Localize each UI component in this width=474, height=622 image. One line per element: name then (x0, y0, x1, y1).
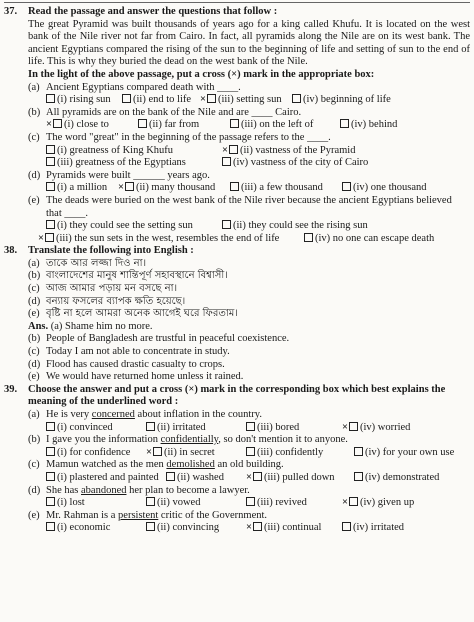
checkbox-icon (45, 233, 54, 242)
checkbox-icon (246, 447, 255, 456)
checkbox-icon (349, 422, 358, 431)
option[interactable]: (iii) on the left of (230, 119, 340, 132)
option[interactable]: (i) plastered and painted (46, 472, 166, 485)
top-border (4, 2, 470, 5)
option[interactable]: (iv) beginning of life (292, 94, 391, 107)
options-b (46, 447, 470, 460)
checkbox-icon (146, 497, 155, 506)
option[interactable]: × (ii) in secret (146, 446, 215, 458)
option[interactable]: × (i) close to (46, 119, 109, 131)
option[interactable]: (iv) for your own use (354, 447, 454, 460)
item-b: (b) I gave you the information confidentially, so don't mention it to anyone. (28, 434, 348, 446)
item-e: (e) The deads were buried on the west bank of the Nile river because the ancient Egyptians believed that ____. (28, 194, 452, 219)
checkbox-icon (354, 472, 363, 481)
item-d: (d) Pyramids were built ______ years ago. (28, 169, 210, 181)
option[interactable]: (iv) vastness of the city of Cairo (222, 157, 368, 170)
options-e (46, 220, 470, 233)
option[interactable]: × (iv) given up (342, 497, 415, 509)
option[interactable]: (i) they could see the setting sun (46, 220, 222, 233)
question-number: 39. (4, 383, 18, 395)
checkbox-icon (342, 522, 351, 531)
checkbox-icon (46, 94, 55, 103)
option[interactable]: (iv) no one can escape death (304, 233, 434, 246)
cross-mark-icon: × (222, 144, 228, 156)
checkbox-icon (253, 522, 262, 531)
checkbox-icon (53, 119, 62, 128)
bangla-a: (a) তাকে আর লজ্জা দিও না। (28, 257, 147, 269)
option[interactable]: (i) economic (46, 522, 146, 535)
option[interactable]: (iii) bored (246, 422, 342, 435)
checkbox-icon (246, 497, 255, 506)
option[interactable]: (ii) convincing (146, 522, 246, 535)
instruction: In the light of the above passage, put a cross (×) mark in the appropriate box: (28, 68, 375, 80)
question-39 (4, 384, 470, 535)
answer-c: (c) Today I am not able to concentrate in study. (28, 346, 230, 358)
item-a: (a) He is very concerned about inflation in the country. (28, 409, 262, 420)
item-c: (c) The word "great" in the beginning of the passage refers to the ____. (28, 131, 331, 143)
question-title: Choose the answer and put a cross (×) mark in the corresponding box which best explains the meaning of the underlined word : (28, 383, 446, 408)
cross-mark-icon: × (146, 446, 152, 458)
checkbox-icon (46, 497, 55, 506)
checkbox-icon (46, 422, 55, 431)
answer-b: (b) People of Bangladesh are trustful in peaceful coexistence. (28, 333, 290, 345)
checkbox-icon (166, 472, 175, 481)
option[interactable]: (iii) revived (246, 497, 342, 510)
checkbox-icon (354, 447, 363, 456)
option[interactable]: × (iii) setting sun (200, 94, 282, 106)
cross-mark-icon: × (342, 497, 348, 509)
checkbox-icon (340, 119, 349, 128)
checkbox-icon (229, 145, 238, 154)
option[interactable]: × (ii) many thousand (118, 182, 216, 194)
item-a: (a) Ancient Egyptians compared death with ____. (28, 81, 241, 93)
option[interactable]: (i) a million (46, 182, 118, 195)
option[interactable]: (ii) they could see the rising sun (222, 220, 368, 233)
option[interactable]: (i) rising sun (46, 94, 122, 107)
question-number: 37. (4, 6, 18, 17)
checkbox-icon (125, 182, 134, 191)
checkbox-icon (153, 447, 162, 456)
option[interactable]: × (iii) the sun sets in the west, resembles the end of life (38, 232, 280, 244)
option[interactable]: × (iii) continual (246, 522, 322, 534)
options-d (46, 182, 470, 195)
checkbox-icon (46, 447, 55, 456)
question-37 (4, 6, 470, 245)
answer-d: (d) Flood has caused drastic casualty to crops. (28, 358, 225, 370)
options-b (46, 119, 470, 132)
options-e-2 (38, 233, 470, 246)
checkbox-icon (253, 472, 262, 481)
checkbox-icon (222, 220, 231, 229)
question-title: Read the passage and answer the questions that follow : (28, 6, 278, 17)
checkbox-icon (230, 119, 239, 128)
item-e: (e) Mr. Rahman is a persistent critic of the Government. (28, 509, 268, 521)
option[interactable]: (i) for confidence (46, 447, 146, 460)
option[interactable]: × (iv) worried (342, 421, 411, 433)
checkbox-icon (222, 157, 231, 166)
checkbox-icon (138, 119, 147, 128)
checkbox-icon (46, 157, 55, 166)
checkbox-icon (207, 94, 216, 103)
cross-mark-icon: × (118, 182, 124, 194)
options-c-2 (46, 157, 470, 170)
checkbox-icon (230, 182, 239, 191)
checkbox-icon (304, 233, 313, 242)
cross-mark-icon: × (46, 119, 52, 131)
options-e (46, 522, 470, 535)
option[interactable]: (i) convinced (46, 422, 146, 435)
options-c (46, 472, 470, 485)
item-c: (c) Mamun watched as the men demolished an old building. (28, 459, 284, 471)
cross-mark-icon: × (200, 94, 206, 106)
option[interactable]: (iv) behind (340, 119, 397, 132)
checkbox-icon (146, 422, 155, 431)
checkbox-icon (122, 94, 131, 103)
checkbox-icon (292, 94, 301, 103)
answer-a: Ans. (a) Shame him no more. (28, 320, 153, 332)
option[interactable]: (ii) far from (138, 119, 230, 132)
checkbox-icon (46, 182, 55, 191)
checkbox-icon (349, 497, 358, 506)
checkbox-icon (46, 220, 55, 229)
checkbox-icon (46, 472, 55, 481)
option[interactable]: (iv) one thousand (342, 182, 427, 195)
checkbox-icon (46, 522, 55, 531)
option[interactable]: (iv) irritated (342, 522, 404, 535)
bangla-d: (d) বন্যায় ফসলের ব্যাপক ক্ষতি হয়েছে। (28, 295, 186, 307)
checkbox-icon (342, 182, 351, 191)
answer-e: (e) We would have returned home unless it rained. (28, 371, 244, 383)
cross-mark-icon: × (38, 232, 44, 244)
options-a (46, 94, 470, 107)
option[interactable]: (iii) greatness of the Egyptians (46, 157, 222, 170)
question-number: 38. (4, 245, 18, 257)
options-d (46, 497, 470, 510)
item-d: (d) She has abandoned her plan to become a lawyer. (28, 484, 250, 496)
option[interactable]: (iv) demonstrated (354, 472, 439, 485)
option[interactable]: (iii) a few thousand (230, 182, 342, 195)
option[interactable]: (i) greatness of King Khufu (46, 145, 222, 158)
option[interactable]: × (iii) pulled down (246, 471, 335, 483)
option[interactable]: × (ii) vastness of the Pyramid (222, 144, 356, 156)
passage: The great Pyramid was built thousands of years ago for a king called Khufu. It is located on the west bank of the Nile river not far from Cairo. In fact, all pyramids along the Nile are on its west bank. The ancient Egyptians compared the rising of the sun to the beginning of life and setting of sun to the end of life. This is why they buried the dead on the west bank of the Nile. (28, 18, 470, 68)
option[interactable]: (ii) end to life (122, 94, 200, 107)
option[interactable]: (ii) washed (166, 472, 246, 485)
options-c (46, 145, 470, 158)
bangla-b: (b) বাংলাদেশের মানুষ শান্তিপূর্ণ সহাবস্থানে বিশ্বাসী। (28, 270, 228, 282)
cross-mark-icon: × (246, 471, 252, 483)
option[interactable]: (ii) vowed (146, 497, 246, 510)
option[interactable]: (ii) irritated (146, 422, 246, 435)
option[interactable]: (iii) confidently (246, 447, 354, 460)
bangla-c: (c) আজ আমার পড়ায় মন বসছে না। (28, 283, 178, 295)
checkbox-icon (46, 145, 55, 154)
option[interactable]: (i) lost (46, 497, 146, 510)
question-38 (4, 245, 470, 384)
bangla-e: (e) বৃষ্টি না হলে আমরা অনেক আগেই ঘরে ফিরতাম। (28, 308, 238, 320)
item-b: (b) All pyramids are on the bank of the Nile and are ____ Cairo. (28, 106, 302, 118)
cross-mark-icon: × (342, 421, 348, 433)
options-a (46, 422, 470, 435)
checkbox-icon (246, 422, 255, 431)
question-title: Translate the following into English : (28, 245, 194, 257)
cross-mark-icon: × (246, 522, 252, 534)
checkbox-icon (146, 522, 155, 531)
